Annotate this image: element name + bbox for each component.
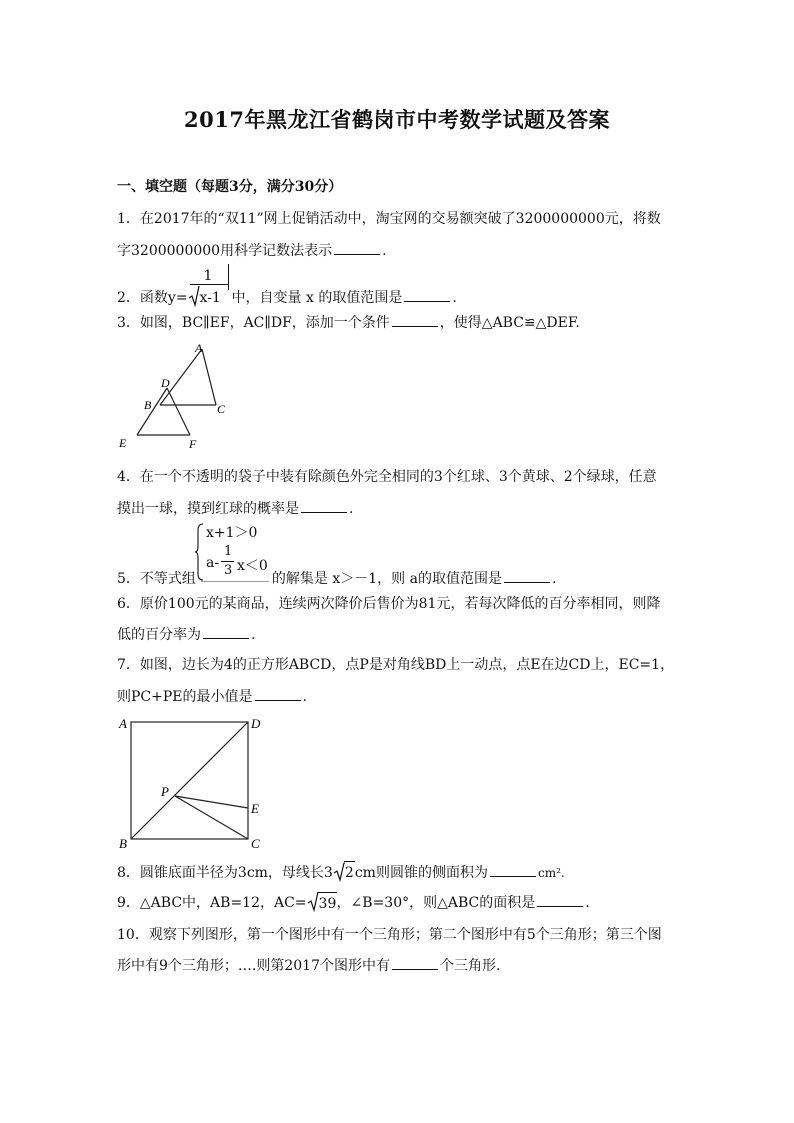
question-3-end: ，使得△ABC≌△DEF. (439, 315, 580, 331)
question-9-text: 9．△ABC中，AB=12，AC= (117, 895, 307, 911)
label-E: E (251, 801, 259, 816)
sqrt-thirty-nine (307, 894, 337, 912)
fraction-numerator: 1 (224, 544, 233, 559)
inequality-2-b: x＜0 (237, 558, 268, 574)
label-B: B (119, 836, 127, 851)
label-A: A (119, 716, 127, 731)
question-8-unit: cm². (537, 866, 565, 880)
label-E: E (119, 436, 127, 450)
question-3 (117, 312, 580, 333)
question-2-end: . (452, 290, 457, 306)
answer-blank (203, 624, 249, 639)
section-heading: 一、填空题（每题3分，满分30分） (117, 179, 343, 195)
diagonal-BD (131, 722, 248, 839)
label-A: A (195, 341, 203, 355)
label-C: C (251, 836, 260, 851)
answer-blank (504, 568, 550, 583)
question-5-text-b: 的解集是 x＞－1，则 a的取值范围是 (271, 571, 502, 587)
function-border (228, 264, 229, 290)
question-9-text-b: ，∠B=30°，则△ABC的面积是 (336, 895, 536, 911)
question-9-end: . (585, 895, 590, 911)
label-B: B (144, 398, 152, 412)
answer-blank (392, 955, 438, 970)
question-4-text: 摸出一球，摸到红球的概率是 (117, 501, 299, 517)
question-2 (117, 268, 457, 308)
question-9 (117, 892, 590, 913)
question-6-line-2 (117, 624, 255, 645)
answer-blank (301, 498, 347, 513)
question-7-text: 则PC+PE的最小值是 (117, 689, 253, 705)
answer-blank (255, 686, 301, 701)
label-P: P (161, 784, 169, 799)
question-10-line-2 (117, 955, 500, 976)
answer-blank (537, 892, 583, 907)
label-D: D (251, 716, 261, 731)
question-6-end: . (251, 627, 256, 643)
page-title: 2017年黑龙江省鹤岗市中考数学试题及答案 (184, 107, 610, 132)
question-1-text: 字3200000000用科学记数法表示 (117, 243, 333, 259)
question-3-text: 3．如图，BC∥EF，AC∥DF，添加一个条件 (117, 315, 390, 331)
label-F: F (189, 437, 197, 451)
question-5 (117, 568, 556, 589)
answer-blank (392, 312, 438, 327)
segment-DF (167, 388, 190, 435)
label-D: D (161, 376, 170, 390)
question-1-line-2 (117, 240, 387, 261)
radicand: 39 (318, 896, 337, 912)
radical-sign (333, 862, 345, 882)
question-10-end: 个三角形. (440, 958, 501, 974)
answer-blank (490, 862, 536, 877)
question-5-end: . (551, 571, 557, 587)
segment-AC (202, 349, 216, 405)
radical-bar (344, 861, 355, 862)
function-formula (188, 268, 232, 308)
answer-blank (404, 287, 450, 302)
question-5-text: 5．不等式组 (117, 571, 196, 587)
radical-sign (307, 891, 319, 912)
question-4-line-2 (117, 498, 353, 519)
fraction-numerator: 1 (203, 268, 213, 284)
answer-blank (334, 240, 380, 255)
question-1-end: . (382, 243, 387, 259)
question-7-end: . (302, 689, 307, 705)
question-10-text: 形中有9个三角形；….则第2017个图形中有 (117, 958, 390, 974)
inequality-1: x+1＞0 (206, 525, 258, 541)
question-1-line-1: 1．在2017年的“双11”网上促销活动中，淘宝网的交易额突破了3200000000元，将数 (117, 211, 661, 227)
radicand: 2 (344, 865, 354, 881)
question-7-line-2 (117, 686, 307, 707)
fraction-denominator: 3 (224, 563, 233, 578)
question-2-text-b: 中，自变量 x 的取值范围是 (231, 290, 403, 306)
figure-square (115, 712, 265, 852)
fraction-bar (221, 561, 234, 562)
question-4-line-1: 4．在一个不透明的袋子中装有除颜色外完全相同的3个红球、3个黄球、2个绿球，任意 (117, 469, 657, 485)
segment-ED (137, 388, 167, 435)
inequality-2-a: a- (206, 555, 220, 571)
radical-bar (318, 892, 337, 893)
question-8 (117, 862, 565, 883)
question-6-text: 低的百分率为 (117, 627, 201, 643)
question-8-text-b: cm则圆锥的侧面积为 (354, 865, 488, 881)
question-2-text: 2．函数y= (117, 290, 188, 306)
question-8-text: 8．圆锥底面半径为3cm，母线长3 (117, 865, 333, 881)
question-10-line-1: 10．观察下列图形，第一个图形中有一个三角形；第二个图形中有5个三角形；第三个图 (117, 927, 662, 943)
radical-sign (188, 285, 200, 307)
sqrt-two (333, 864, 355, 882)
radicand: x-1 (199, 290, 221, 306)
question-7-line-1: 7．如图，边长为4的正方形ABCD，点P是对角线BD上一动点，点E在边CD上，EC=1， (117, 657, 675, 673)
label-C: C (217, 402, 226, 416)
figure-triangles (117, 338, 232, 456)
question-6-line-1: 6．原价100元的某商品，连续两次降价后售价为81元，若每次降低的百分率相同，则降 (117, 596, 661, 612)
question-4-end: . (349, 501, 354, 517)
